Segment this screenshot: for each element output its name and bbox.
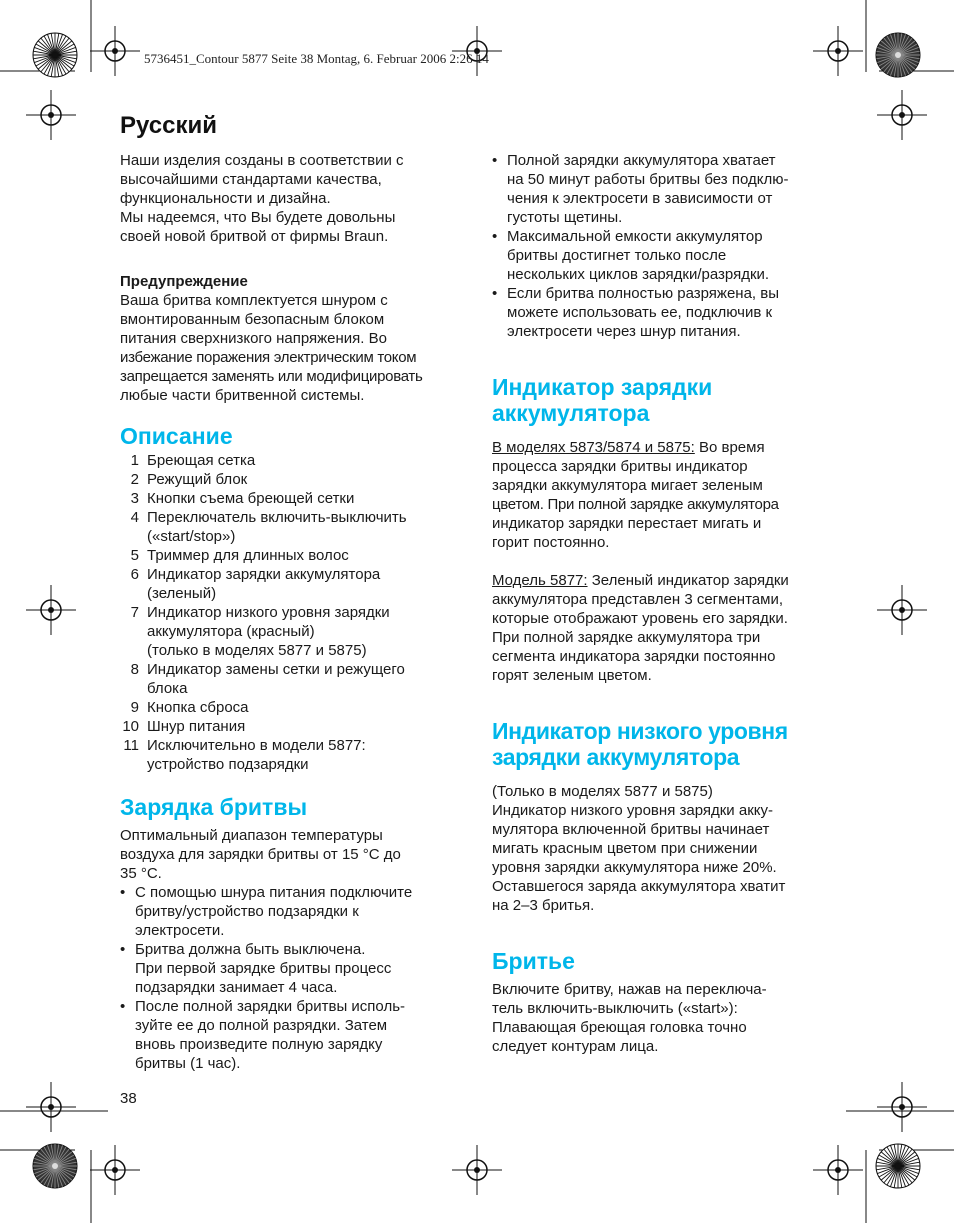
bullet-item: • С помощью шнура питания подключите бритву/устройство подзарядки к электросети. [120,883,470,940]
color-wheel-mark [33,33,77,77]
item-text: Индикатор низкого уровня зарядки аккумулятора (красный) (только в моделях 5877 и 5875) [147,604,390,659]
item-text: Шнур питания [147,718,246,735]
bullet-item: • Если бритва полностью разряжена, вы можете использовать ее, подключив к электросети через шнур питания. [492,284,842,341]
crosshair-mark [877,1082,927,1132]
description-heading: Описание [120,423,233,449]
description-item [120,508,470,546]
item-number: 9 [130,699,139,716]
item-text: Режущий блок [147,471,248,488]
item-text: Индикатор замены сетки и режущего блока [147,661,405,697]
crosshair-mark [813,1145,863,1195]
description-item [120,451,470,470]
page-title: Русский [120,112,217,139]
crosshair-mark [26,90,76,140]
item-number: 11 [123,737,139,754]
item-number: 5 [130,547,139,564]
shaving-heading: Бритье [492,948,575,974]
charging-bullets [120,883,470,1073]
description-item [120,470,470,489]
item-number: 1 [130,452,139,469]
warning-title: Предупреждение [120,273,248,290]
model-b-label: Модель 5877: [492,572,588,589]
item-text: Кнопка сброса [147,699,249,716]
crosshair-mark [26,585,76,635]
description-item [120,565,470,603]
bullet-item: • Максимальной емкости аккумулятор бритвы достигнет только после нескольких циклов зарядки/разрядки. [492,227,842,284]
battery-bullets [492,151,842,341]
item-text: Триммер для длинных волос [147,547,349,564]
bullet-item: • Полной зарядки аккумулятора хватает на 50 минут работы бритвы без подклю- чения к электросети в зависимости от густоты щетины. [492,151,842,227]
models-a-paragraph: В моделях 5873/5874 и 5875: Во время процесса зарядки бритвы индикатор зарядки аккумулятора мигает зеленым цветом. При полной зарядке аккумулятора индикатор зарядки перестает мигать и горит постоянно. [492,439,779,551]
description-item [120,698,470,717]
intro-paragraph: Наши изделия созданы в соответствии с высочайшими стандартами качества, функциональности и дизайна. Мы надеемся, что Вы будете довольны своей новой бритвой от фирмы Braun. [120,152,404,245]
item-text: Индикатор зарядки аккумулятора (зеленый) [147,566,381,602]
low-charge-heading: Индикатор низкого уровня зарядки аккумулятора [492,718,788,770]
item-number: 7 [130,604,139,621]
crosshair-mark [452,1145,502,1195]
crosshair-mark [90,1145,140,1195]
description-item [120,717,470,736]
description-item [120,736,470,774]
item-number: 8 [130,661,139,678]
description-item [120,546,470,565]
item-number: 6 [130,566,139,583]
low-charge-paragraph: (Только в моделях 5877 и 5875) Индикатор низкого уровня зарядки акку- мулятора включенной бритвы начинает мигать красным цветом при снижении уровня зарядки аккумулятора ниже 20%. Оставшегося заряда аккумулятора хватит на 2–3 бритья. [492,783,786,914]
page-number: 38 [120,1090,137,1107]
bullet-item: • После полной зарядки бритвы исполь- зуйте ее до полной разрядки. Затем вновь произведите полную зарядку бритвы (1 час). [120,997,470,1073]
charging-intro: Оптимальный диапазон температуры воздуха для зарядки бритвы от 15 °C до 35 °C. [120,827,401,882]
crosshair-mark [813,26,863,76]
bullet-item: • Бритва должна быть выключена. При первой зарядке бритвы процесс подзарядки занимает 4 часа. [120,940,470,997]
right-column [492,151,842,1056]
crosshair-mark [26,1082,76,1132]
warning-paragraph: Ваша бритва комплектуется шнуром с вмонтированным безопасным блоком питания сверхнизкого напряжения. Во избежание поражения электрическим током запрещается заменять или модифицировать любые части бритвенной системы. [120,292,423,404]
charging-heading: Зарядка бритвы [120,794,308,820]
print-header: 5736451_Contour 5877 Seite 38 Montag, 6. Februar 2006 2:26 14 [144,51,489,66]
item-number: 2 [130,471,139,488]
left-column [120,151,470,1073]
color-wheel-mark [876,1144,920,1188]
charge-indicator-heading: Индикатор зарядки аккумулятора [492,374,713,426]
color-wheel-mark [876,33,920,77]
crosshair-mark [90,26,140,76]
item-text: Исключительно в модели 5877: устройство подзарядки [147,737,366,773]
description-item [120,489,470,508]
item-number: 10 [122,718,139,735]
crosshair-mark [877,90,927,140]
item-number: 4 [130,509,139,526]
item-text: Переключатель включить-выключить («start/stop») [147,509,407,545]
description-list [120,451,470,774]
description-item [120,660,470,698]
item-number: 3 [130,490,139,507]
color-wheel-mark [33,1144,77,1188]
item-text: Бреющая сетка [147,452,256,469]
shaving-paragraph: Включите бритву, нажав на переключа- тель включить-выключить («start»): Плавающая бреющая головка точно следует контурам лица. [492,981,767,1055]
model-b-paragraph: Модель 5877: Зеленый индикатор зарядки аккумулятора представлен 3 сегментами, которые отображают уровень его зарядки. При полной зарядке аккумулятора три сегмента индикатора зарядки постоянно горят зеленым цветом. [492,572,789,684]
item-text: Кнопки съема бреющей сетки [147,490,355,507]
crosshair-mark [877,585,927,635]
description-item [120,603,470,660]
models-a-label: В моделях 5873/5874 и 5875: [492,439,695,456]
